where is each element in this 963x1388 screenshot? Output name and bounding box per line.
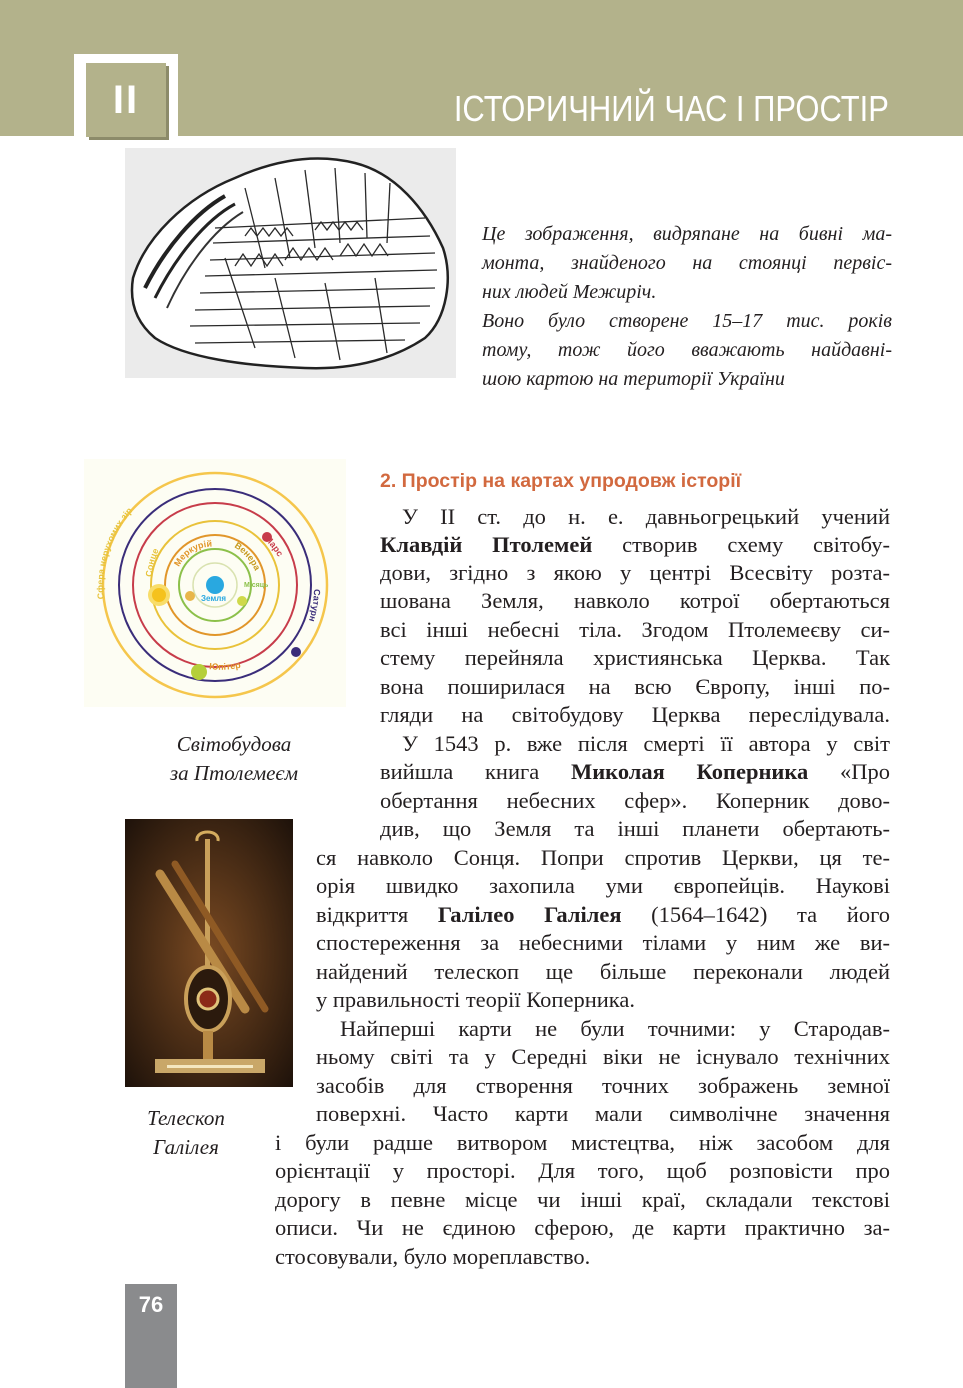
body-line: У 1543 р. вже після смерті її автора у світ: [402, 731, 890, 756]
body-line: поверхні. Часто карти мали символічне значення: [316, 1101, 890, 1126]
chapter-title: ІСТОРИЧНИЙ ЧАС І ПРОСТІР: [453, 88, 889, 129]
map-figure-caption: [482, 220, 892, 394]
label-fixed-stars-sphere: Сфера нерухомих зір: [95, 505, 135, 600]
body-line: і були радше витвором мистецтва, ніж засобом для: [275, 1130, 890, 1155]
caption-line: за Птолемеєм: [169, 761, 298, 785]
caption-line: шою картою на території України: [482, 368, 785, 390]
body-line: стему перейняла християнська Церква. Так: [380, 645, 890, 670]
body-line: спостереження за небесними тілами у ним же ви-: [316, 930, 890, 955]
label-venus: Венера: [232, 540, 263, 572]
body-line: відкриття Галілео Галілея (1564–1642) та його: [316, 902, 891, 927]
body-line: гляди на світобудову Церква переслідувала.: [380, 702, 890, 727]
body-line: Найперші карти не були точними: у Стародав-: [340, 1016, 890, 1041]
body-line: Клавдій Птолемей створив схему світобу-: [380, 532, 890, 557]
caption-line: Воно було створене 15–17 тис. років: [482, 310, 892, 332]
body-line: орієнтації у просторі. Для того, щоб розповісти про: [275, 1158, 890, 1183]
ptolemy-system-diagram: [84, 459, 346, 707]
body-line: дови, згідно з якою у центрі Всесвіту розта-: [380, 560, 890, 585]
section-heading: 2. Простір на картах упродовж історії: [380, 470, 742, 492]
caption-line: Галілея: [153, 1135, 219, 1159]
body-line: вона поширилася на всю Європу, інші по-: [380, 674, 890, 699]
body-line: обертання небесних сфер». Коперник дово-: [380, 788, 890, 813]
page-number: 76: [138, 1292, 164, 1317]
body-line: орія швидко захопила уми європейців. Наукові: [316, 873, 890, 898]
label-saturn: Сатурн: [307, 588, 323, 623]
galileo-telescope-photo: [125, 819, 293, 1087]
label-sun: Сонце: [143, 546, 161, 578]
label-mars: Марс: [262, 533, 286, 559]
body-line: див, що Земля та інші планети обертають-: [380, 816, 890, 841]
body-line: У ІІ ст. до н. е. давньогрецький учений: [402, 504, 890, 529]
telescope-figure-caption: [126, 1104, 246, 1162]
ptolemy-figure-caption: [134, 730, 334, 788]
caption-line: них людей Межиріч.: [482, 281, 657, 303]
label-mercury: Меркурій: [172, 538, 213, 568]
label-earth: Земля: [201, 594, 227, 603]
body-line: дорогу в певне місце чи інші краї, складали текстові: [275, 1187, 890, 1212]
body-line: описи. Чи не єдиною сферою, де карти практично за-: [275, 1215, 890, 1240]
body-line: засобів для створення точних зображень земної: [316, 1073, 890, 1098]
caption-line: Телескоп: [147, 1106, 225, 1130]
caption-line: Це зображення, видряпане на бивні ма-: [482, 223, 892, 245]
caption-line: монта, знайденого на стоянці первіс-: [482, 252, 892, 274]
mezhyrich-tusk-map-image: [125, 148, 456, 378]
caption-line: тому, тож його вважають найдавні-: [482, 339, 892, 361]
label-moon: Місяць: [244, 582, 269, 589]
body-line: ся навколо Сонця. Попри спротив Церкви, ця те-: [316, 845, 890, 870]
body-line: стосовували, було мореплавство.: [275, 1244, 591, 1269]
caption-line: Світобудова: [176, 732, 292, 756]
body-line: всі інші небесні тіла. Згодом Птолемеєву си-: [380, 617, 890, 642]
label-jupiter: Юпітер: [208, 659, 242, 672]
body-line: найдений телескоп ще більше переконали людей: [316, 959, 890, 984]
body-line: вийшла книга Миколая Коперника «Про: [380, 759, 890, 784]
body-line: ньому світі та у Середні віки не існувало технічних: [316, 1044, 890, 1069]
body-line: шована Земля, навколо котрої обертаються: [380, 588, 890, 613]
body-line: у правильності теорії Коперника.: [316, 987, 635, 1012]
chapter-number: II: [86, 63, 166, 137]
